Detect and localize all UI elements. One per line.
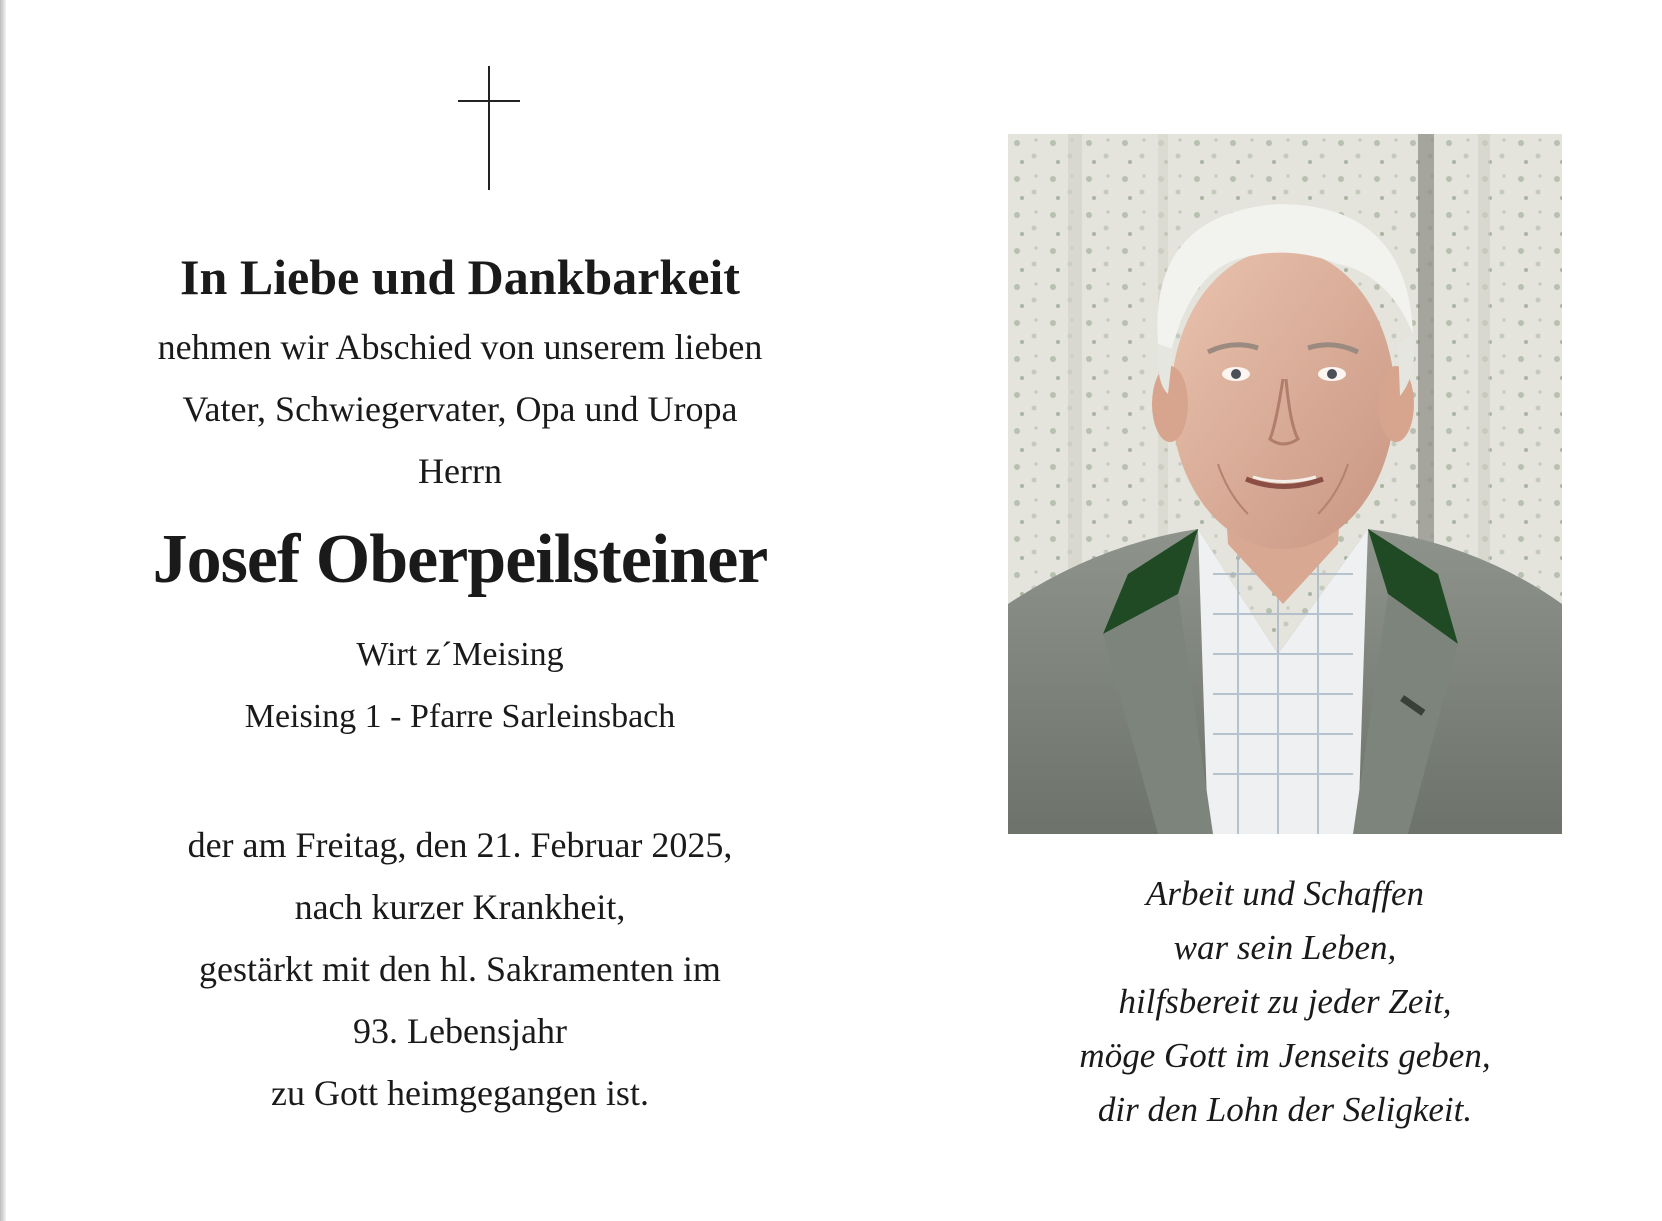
portrait-photo [1008, 134, 1562, 834]
death-line-3: gestärkt mit den hl. Sakramenten im [199, 949, 721, 989]
poem-line-1: Arbeit und Schaffen [1145, 874, 1424, 913]
headline: In Liebe und Dankbarkeit [180, 249, 740, 305]
intro-line-3: Herrn [418, 451, 502, 491]
poem-line-2: war sein Leben, [1173, 928, 1397, 967]
death-line-4: 93. Lebensjahr [353, 1011, 567, 1051]
death-line-1: der am Freitag, den 21. Februar 2025, [187, 825, 733, 865]
poem-line-3: hilfsbereit zu jeder Zeit, [1118, 982, 1452, 1021]
poem-line-4: möge Gott im Jenseits geben, [1079, 1036, 1491, 1075]
title-line-1: Wirt z´Meising [356, 636, 564, 673]
title-line-2: Meising 1 - Pfarre Sarleinsbach [244, 698, 676, 735]
intro-line-2: Vater, Schwiegervater, Opa und Uropa [182, 389, 738, 429]
intro-line-1: nehmen wir Abschied von unserem lieben [157, 327, 763, 367]
deceased-name: Josef Oberpeilsteiner [152, 521, 768, 598]
left-column [60, 0, 860, 1221]
cross-vertical-bar [488, 66, 490, 190]
cross-icon [458, 66, 520, 190]
death-line-5: zu Gott heimgegangen ist. [271, 1073, 649, 1113]
poem-line-5: dir den Lohn der Seligkeit. [1097, 1090, 1473, 1129]
death-line-2: nach kurzer Krankheit, [294, 887, 626, 927]
cross-horizontal-bar [458, 100, 520, 102]
